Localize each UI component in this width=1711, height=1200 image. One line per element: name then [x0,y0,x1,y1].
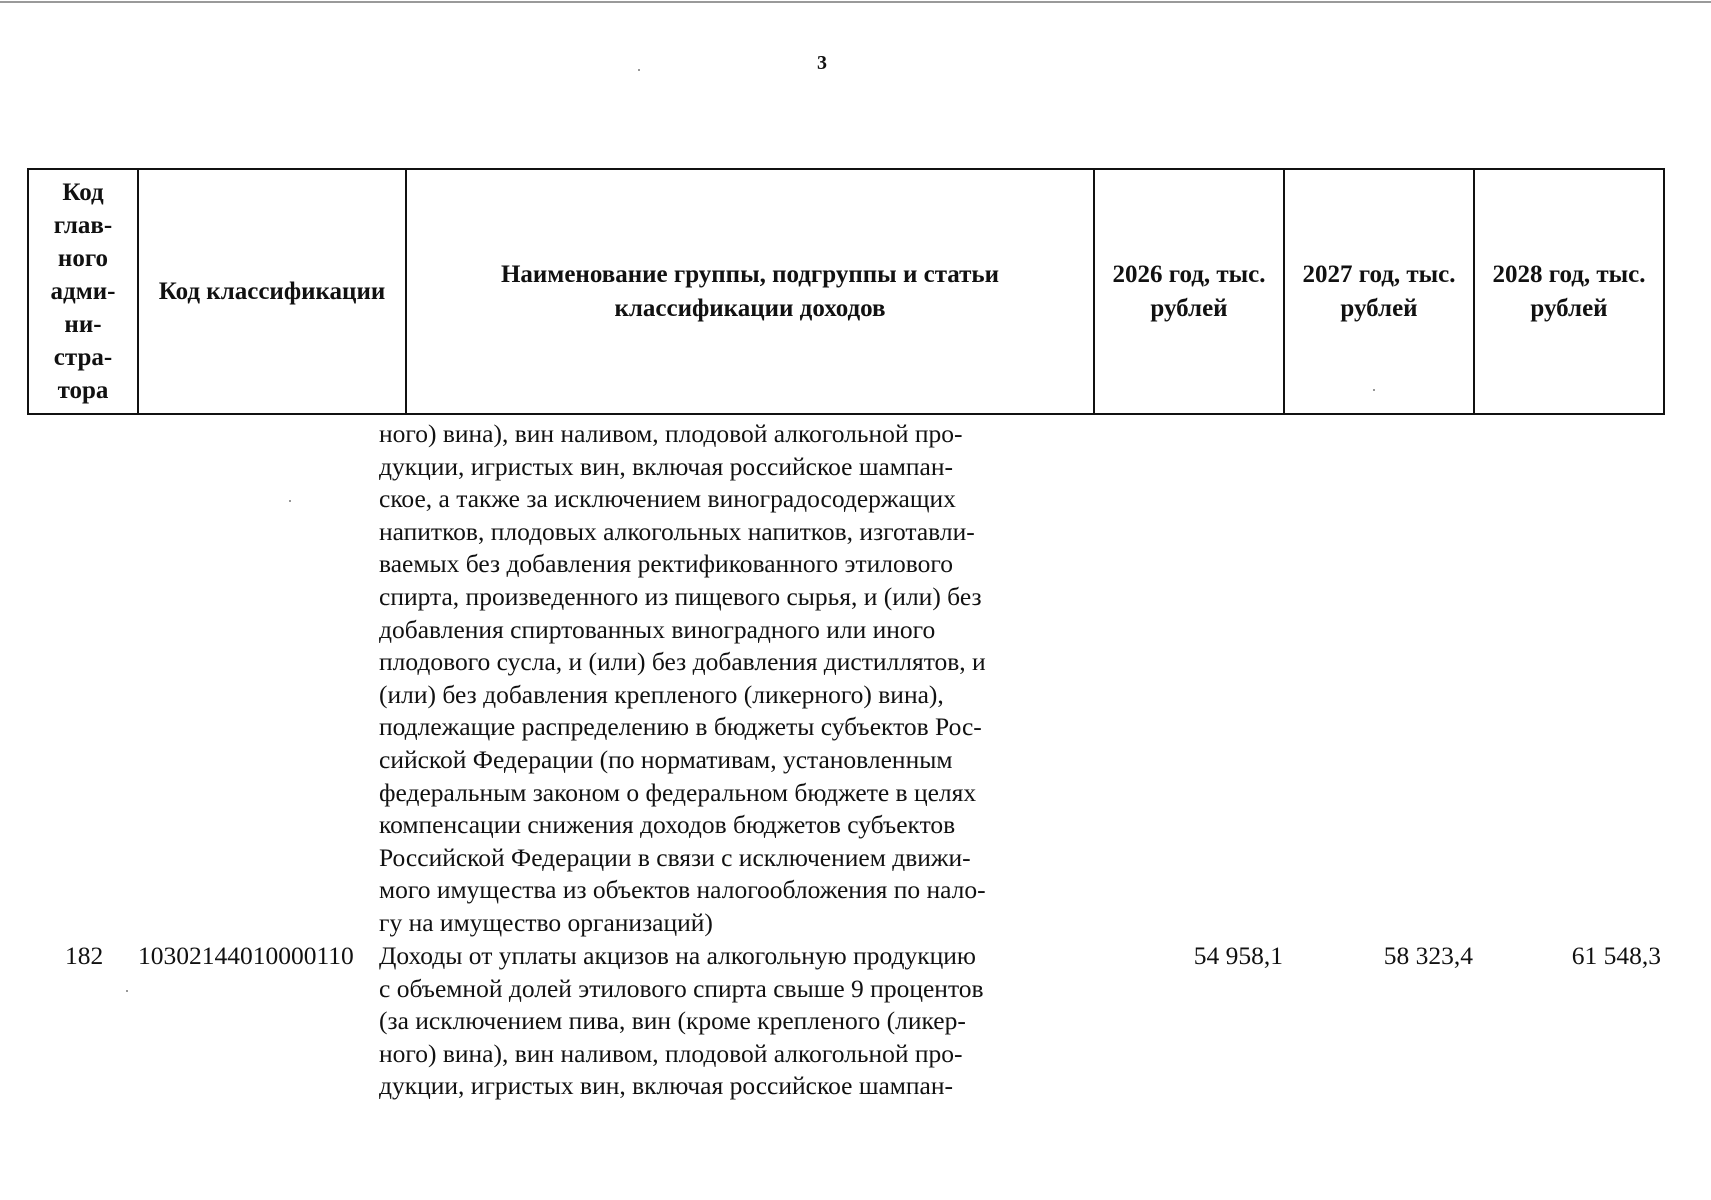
row-value-2026: 54 958,1 [1193,941,1283,970]
header-admin-code [28,169,138,414]
page-number: 3 [817,52,827,74]
header-revenue-name: Наименование группы, подгруппы и статьи классификации доходов [406,169,1094,414]
row-classification-code: 10302144010000110 [138,941,354,970]
header-year-2027: 2027 год, тыс. рублей [1284,169,1474,414]
revenue-table-header [27,168,1665,415]
row-revenue-name: Доходы от уплаты акцизов на алкогольную продукцию с объемной долей этилового спирта свыше 9 процентов (за исключением пива, вин (кроме крепленого (ликер- ного) вина), вин наливом, плодовой алкогольной про- дукции, игристых вин, включая российское шампан- [379,941,984,1101]
header-row [28,169,1664,414]
scan-speck [289,500,291,502]
page-top-rule [0,1,1711,3]
header-admin-code-label: Код глав- ного адми- ни- стра- тора [50,179,116,404]
row-admin-code: 182 [65,941,104,970]
header-year-2026: 2026 год, тыс. рублей [1094,169,1284,414]
header-classification-code: Код классификации [138,169,406,414]
continuation-text: ного) вина), вин наливом, плодовой алкогольной про- дукции, игристых вин, включая российское шампан- ское, а также за исключением виноградосодержащих напитков, плодовых алкогольных напитков, изготавли- ваемых без добавления ректификованного этилового спирта, произведенного из пищевого сырья, и (или) без добавления спиртованных виноградного или иного плодового сусла, и (или) без добавления дистиллятов, и (или) без добавления крепленого (ликерного) вина), подлежащие распределению в бюджеты субъектов Рос- сийской Федерации (по нормативам, установленным федеральным законом о федеральном бюджете в целях компенсации снижения доходов бюджетов субъектов Российской Федерации в связи с исключением движи- мого имущества из объектов налогообложения по нало- гу на имущество организаций) [379,419,986,937]
scan-speck [638,69,640,71]
scan-speck [126,990,128,992]
row-value-2027: 58 323,4 [1383,941,1473,970]
row-value-2028: 61 548,3 [1571,941,1661,970]
header-year-2028: 2028 год, тыс. рублей [1474,169,1664,414]
